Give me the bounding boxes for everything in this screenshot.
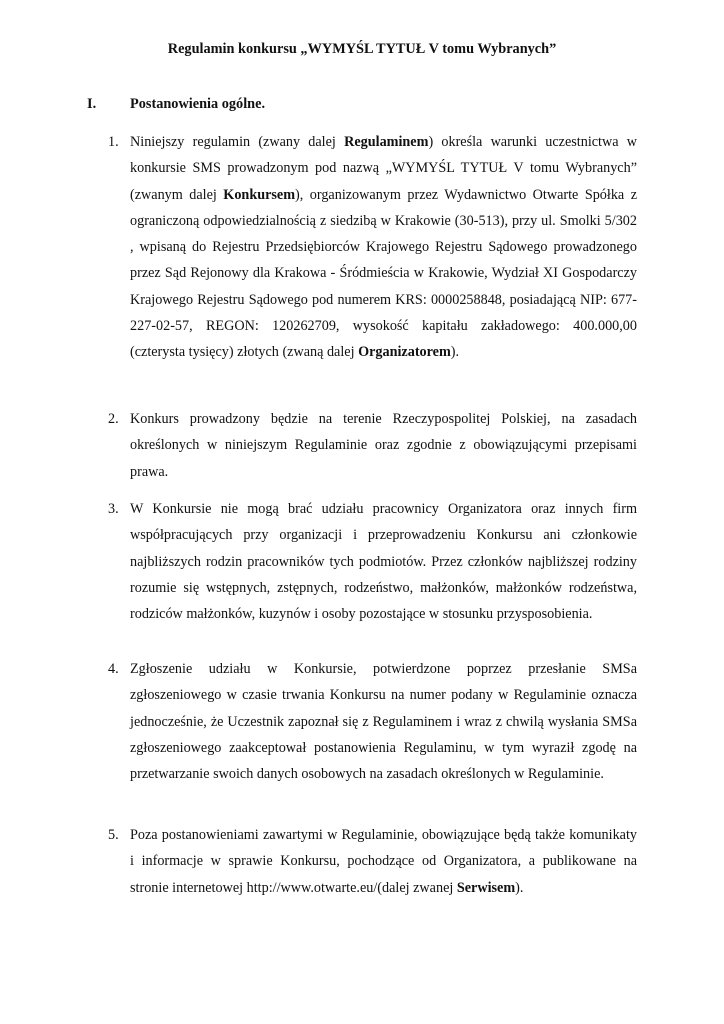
list-item-number: 1.	[108, 134, 119, 150]
list-item-text: W Konkursie nie mogą brać udziału pracownicy Organizatora oraz innych firm współpracujących przy organizacji i przeprowadzeniu Konkursu ani członkowie najbliższych rodzin pracowników tych podmiotów. Przez członków najbliższej rodziny rozumie się wstępnych, zstępnych, rodzeństwo, małżonków, małżonków rodzeństwa, rodziców małżonków, kuzynów i osoby pozostające w stosunku przysposobienia.	[130, 501, 637, 623]
list-item-text: Konkurs prowadzony będzie na terenie Rzeczypospolitej Polskiej, na zasadach określonych w niniejszym Regulaminie oraz zgodnie z obowiązującymi przepisami prawa.	[130, 411, 637, 480]
section-title: Postanowienia ogólne.	[130, 96, 266, 112]
section-number: I.	[87, 96, 97, 112]
list-item-number: 3.	[108, 501, 119, 517]
list-item-number: 4.	[108, 661, 119, 677]
defined-term: Organizatorem	[358, 344, 451, 361]
list-item-text: Zgłoszenie udziału w Konkursie, potwierdzone poprzez przesłanie SMSa zgłoszeniowego w czasie trwania Konkursu na numer podany w Regulaminie oznacza jednocześnie, że Uczestnik zapoznał się z Regulaminem i wraz z chwilą wysłania SMSa zgłoszeniowego zaakceptował postanowienia Regulaminu, w tym wyraził zgodę na przetwarzanie swoich danych osobowych na zasadach określonych w Regulaminie.	[130, 661, 637, 783]
defined-term: Serwisem	[456, 879, 516, 896]
list-item-text: Poza postanowieniami zawartymi w Regulaminie, obowiązujące będą także komunikaty i informacje w sprawie Konkursu, pochodzące od Organizatora, a publikowane na stronie internetowej http://www.otwarte.eu/(dalej zwanej Serwisem).	[130, 827, 637, 896]
document-title: Regulamin konkursu „WYMYŚL TYTUŁ V tomu Wybranych”	[167, 41, 557, 57]
defined-term: Konkursem	[223, 186, 296, 203]
list-item-text: Niniejszy regulamin (zwany dalej Regulaminem) określa warunki uczestnictwa w konkursie SMS prowadzonym pod nazwą „WYMYŚL TYTUŁ V tomu Wybranych” (zwanym dalej Konkursem), organizowanym przez Wydawnictwo Otwarte Spółka z ograniczoną odpowiedzialnością z siedzibą w Krakowie (30-513), przy ul. Smolki 5/302 , wpisaną do Rejestru Przedsiębiorców Krajowego Rejestru Sądowego prowadzonego przez Sąd Rejonowy dla Krakowa - Śródmieścia w Krakowie, Wydział XI Gospodarczy Krajowego Rejestru Sądowego pod numerem KRS: 0000258848, posiadającą NIP: 677-227-02-57, REGON: 120262709, wysokość kapitału zakładowego: 400.000,00 (czterysta tysięcy) złotych (zwaną dalej Organizatorem).	[130, 134, 637, 361]
list-item-number: 5.	[108, 827, 119, 843]
defined-term: Regulaminem	[344, 134, 429, 150]
list-item-number: 2.	[108, 411, 119, 427]
